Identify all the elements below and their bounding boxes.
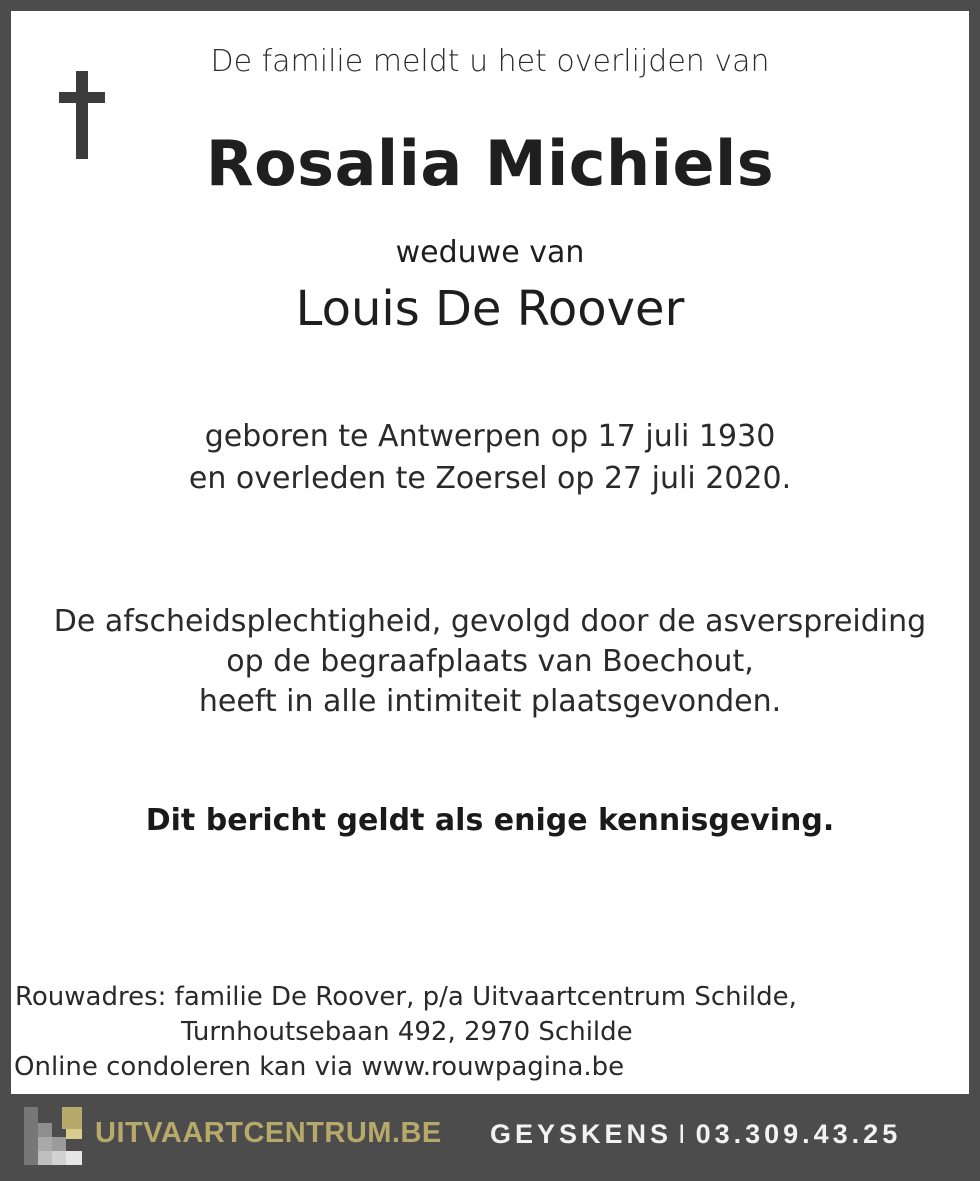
widow-label: weduwe van [395,235,585,270]
ceremony-line: op de begraafplaats van Boechout, [226,644,754,679]
brand-name: UITVAARTCENTRUM.BE [95,1117,442,1149]
phone-number: 03.309.43.25 [695,1119,902,1149]
contact-info [490,1119,901,1150]
spouse-name: Louis De Roover [295,281,685,337]
address-line: Rouwadres: familie De Roover, p/a Uitvaartcentrum Schilde, [15,982,797,1012]
ceremony-line: heeft in alle intimiteit plaatsgevonden. [198,684,782,719]
uitvaartcentrum-logo [24,1107,82,1165]
intro-text: De familie meldt u het overlijden van [210,44,770,79]
death-line: en overleden te Zoersel op 27 juli 2020. [188,461,792,496]
ceremony-line: De afscheidsplechtigheid, gevolgd door de asverspreiding [53,604,927,639]
notice-text: Dit bericht geldt als enige kennisgeving. [145,803,835,838]
separator: I [678,1119,686,1149]
condolence-line: Online condoleren kan via www.rouwpagina.be [14,1052,625,1082]
obituary-card [11,11,969,1094]
address-line: Turnhoutsebaan 492, 2970 Schilde [181,1017,633,1047]
deceased-name: Rosalia Michiels [205,127,775,200]
birth-line: geboren te Antwerpen op 17 juli 1930 [204,419,776,454]
company-name: GEYSKENS [490,1119,673,1149]
footer-bar [0,1101,980,1181]
